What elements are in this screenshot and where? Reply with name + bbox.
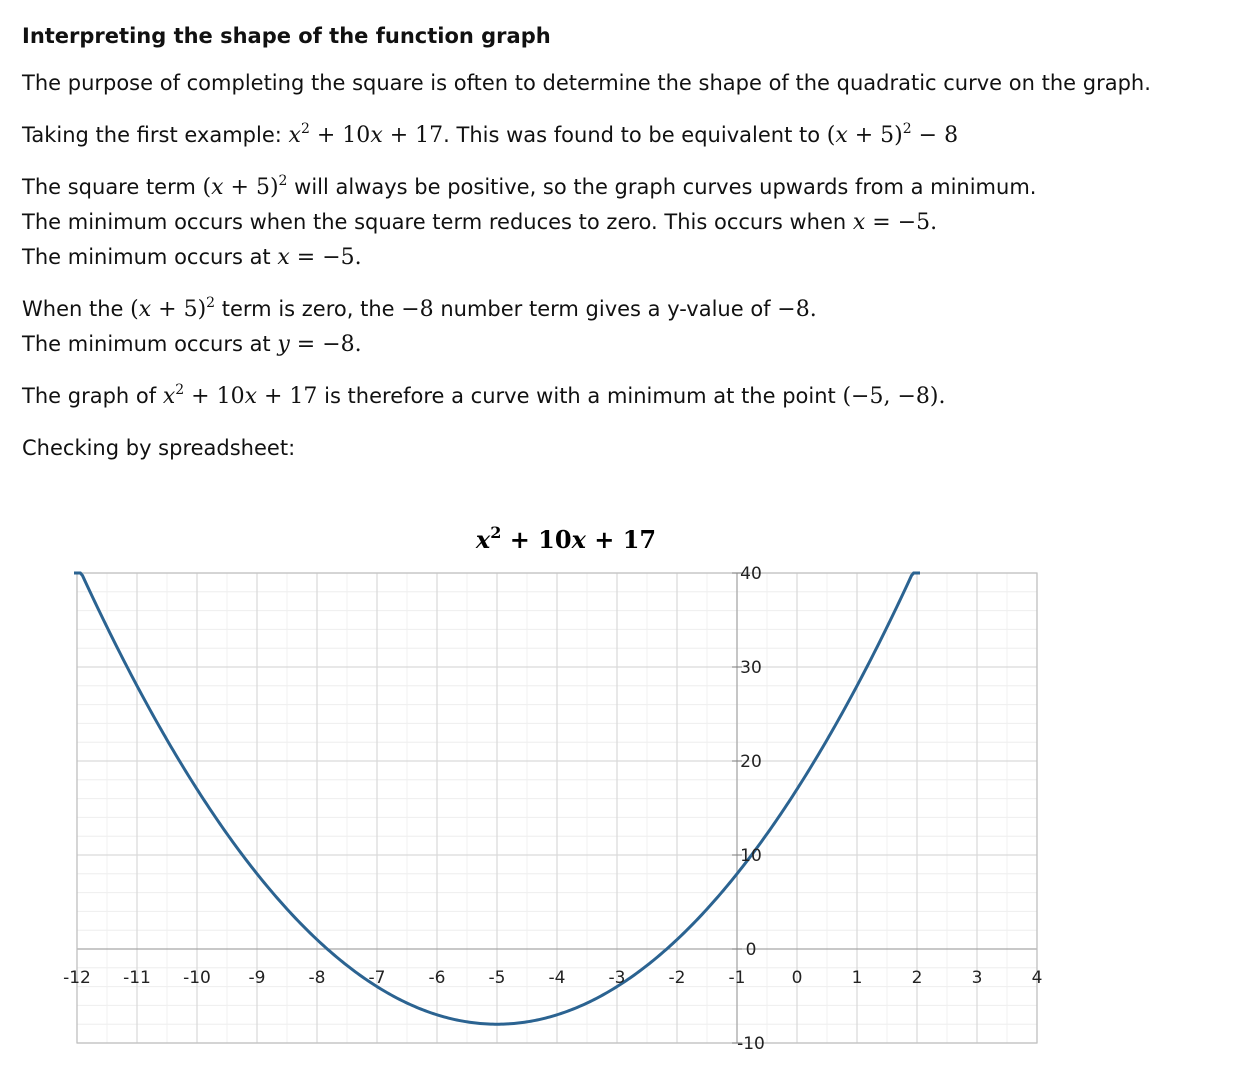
paragraph-minimum-x: The minimum occurs at x = −5. — [22, 245, 362, 270]
text-fragment: The minimum occurs at — [22, 245, 271, 269]
x-tick-label: -1 — [728, 968, 746, 988]
paragraph-square-term: The square term $(x + 5)^2$ will always be positive, so the graph curves upwards from a minimum. — [22, 173, 1037, 200]
x-tick-label: 2 — [911, 968, 923, 988]
x-tick-label: 1 — [851, 968, 863, 988]
paragraph-when-zero: When the $(x + 5)^2$ term is zero, the −8 number term gives a y-value of −8. — [22, 295, 817, 322]
y-tick-label: 40 — [740, 564, 762, 584]
text-fragment: Taking the first example: — [22, 123, 282, 147]
paragraph-first-example: Taking the first example: $x^2 + 10x + 17$. This was found to be equivalent to $(x + 5)^2 - 8$ — [22, 121, 959, 148]
text-fragment: This was found to be equivalent to — [456, 123, 821, 147]
text-fragment: will always be positive, so the graph curves upwards from a minimum. — [294, 175, 1037, 199]
x-tick-label: -6 — [428, 968, 446, 988]
x-tick-label: 3 — [971, 968, 983, 988]
chart-title: $x^2 + 10x + 17$ — [475, 523, 657, 554]
x-tick-label: -8 — [308, 968, 326, 988]
paragraph-conclusion: The graph of $x^2 + 10x + 17$ is therefore a curve with a minimum at the point (−5, −8). — [22, 382, 946, 409]
y-tick-label: -10 — [737, 1034, 765, 1054]
text-fragment: number term gives a y-value of — [440, 297, 771, 321]
x-tick-label: -3 — [608, 968, 626, 988]
x-tick-label: 4 — [1031, 968, 1043, 988]
paragraph-purpose: The purpose of completing the square is often to determine the shape of the quadratic curve on the graph. — [22, 71, 1151, 95]
y-tick-label: 0 — [745, 940, 757, 960]
text-fragment: The square term — [22, 175, 196, 199]
x-tick-label: -11 — [123, 968, 151, 988]
paragraph-minimum-zero: The minimum occurs when the square term reduces to zero. This occurs when x = −5. — [22, 210, 938, 235]
text-fragment: The graph of — [22, 384, 157, 408]
text-fragment: is therefore a curve with a minimum at the point — [324, 384, 836, 408]
x-tick-label: 0 — [791, 968, 803, 988]
x-tick-label: -12 — [63, 968, 91, 988]
x-tick-label: -9 — [248, 968, 266, 988]
text-fragment: term is zero, the — [221, 297, 395, 321]
y-tick-label: 20 — [740, 752, 762, 772]
x-tick-label: -10 — [183, 968, 211, 988]
x-tick-label: -7 — [368, 968, 386, 988]
y-tick-label: 30 — [740, 658, 762, 678]
section-heading: Interpreting the shape of the function graph — [22, 24, 551, 48]
paragraph-checking: Checking by spreadsheet: — [22, 436, 296, 460]
text-fragment: The minimum occurs when the square term reduces to zero. This occurs when — [22, 210, 847, 234]
x-tick-label: -2 — [668, 968, 686, 988]
y-tick-label: 10 — [740, 846, 762, 866]
text-fragment: When the — [22, 297, 124, 321]
x-tick-label: -4 — [548, 968, 566, 988]
text-fragment: The minimum occurs at — [22, 332, 271, 356]
paragraph-minimum-y: The minimum occurs at y = −8. — [22, 332, 362, 357]
x-tick-label: -5 — [488, 968, 506, 988]
